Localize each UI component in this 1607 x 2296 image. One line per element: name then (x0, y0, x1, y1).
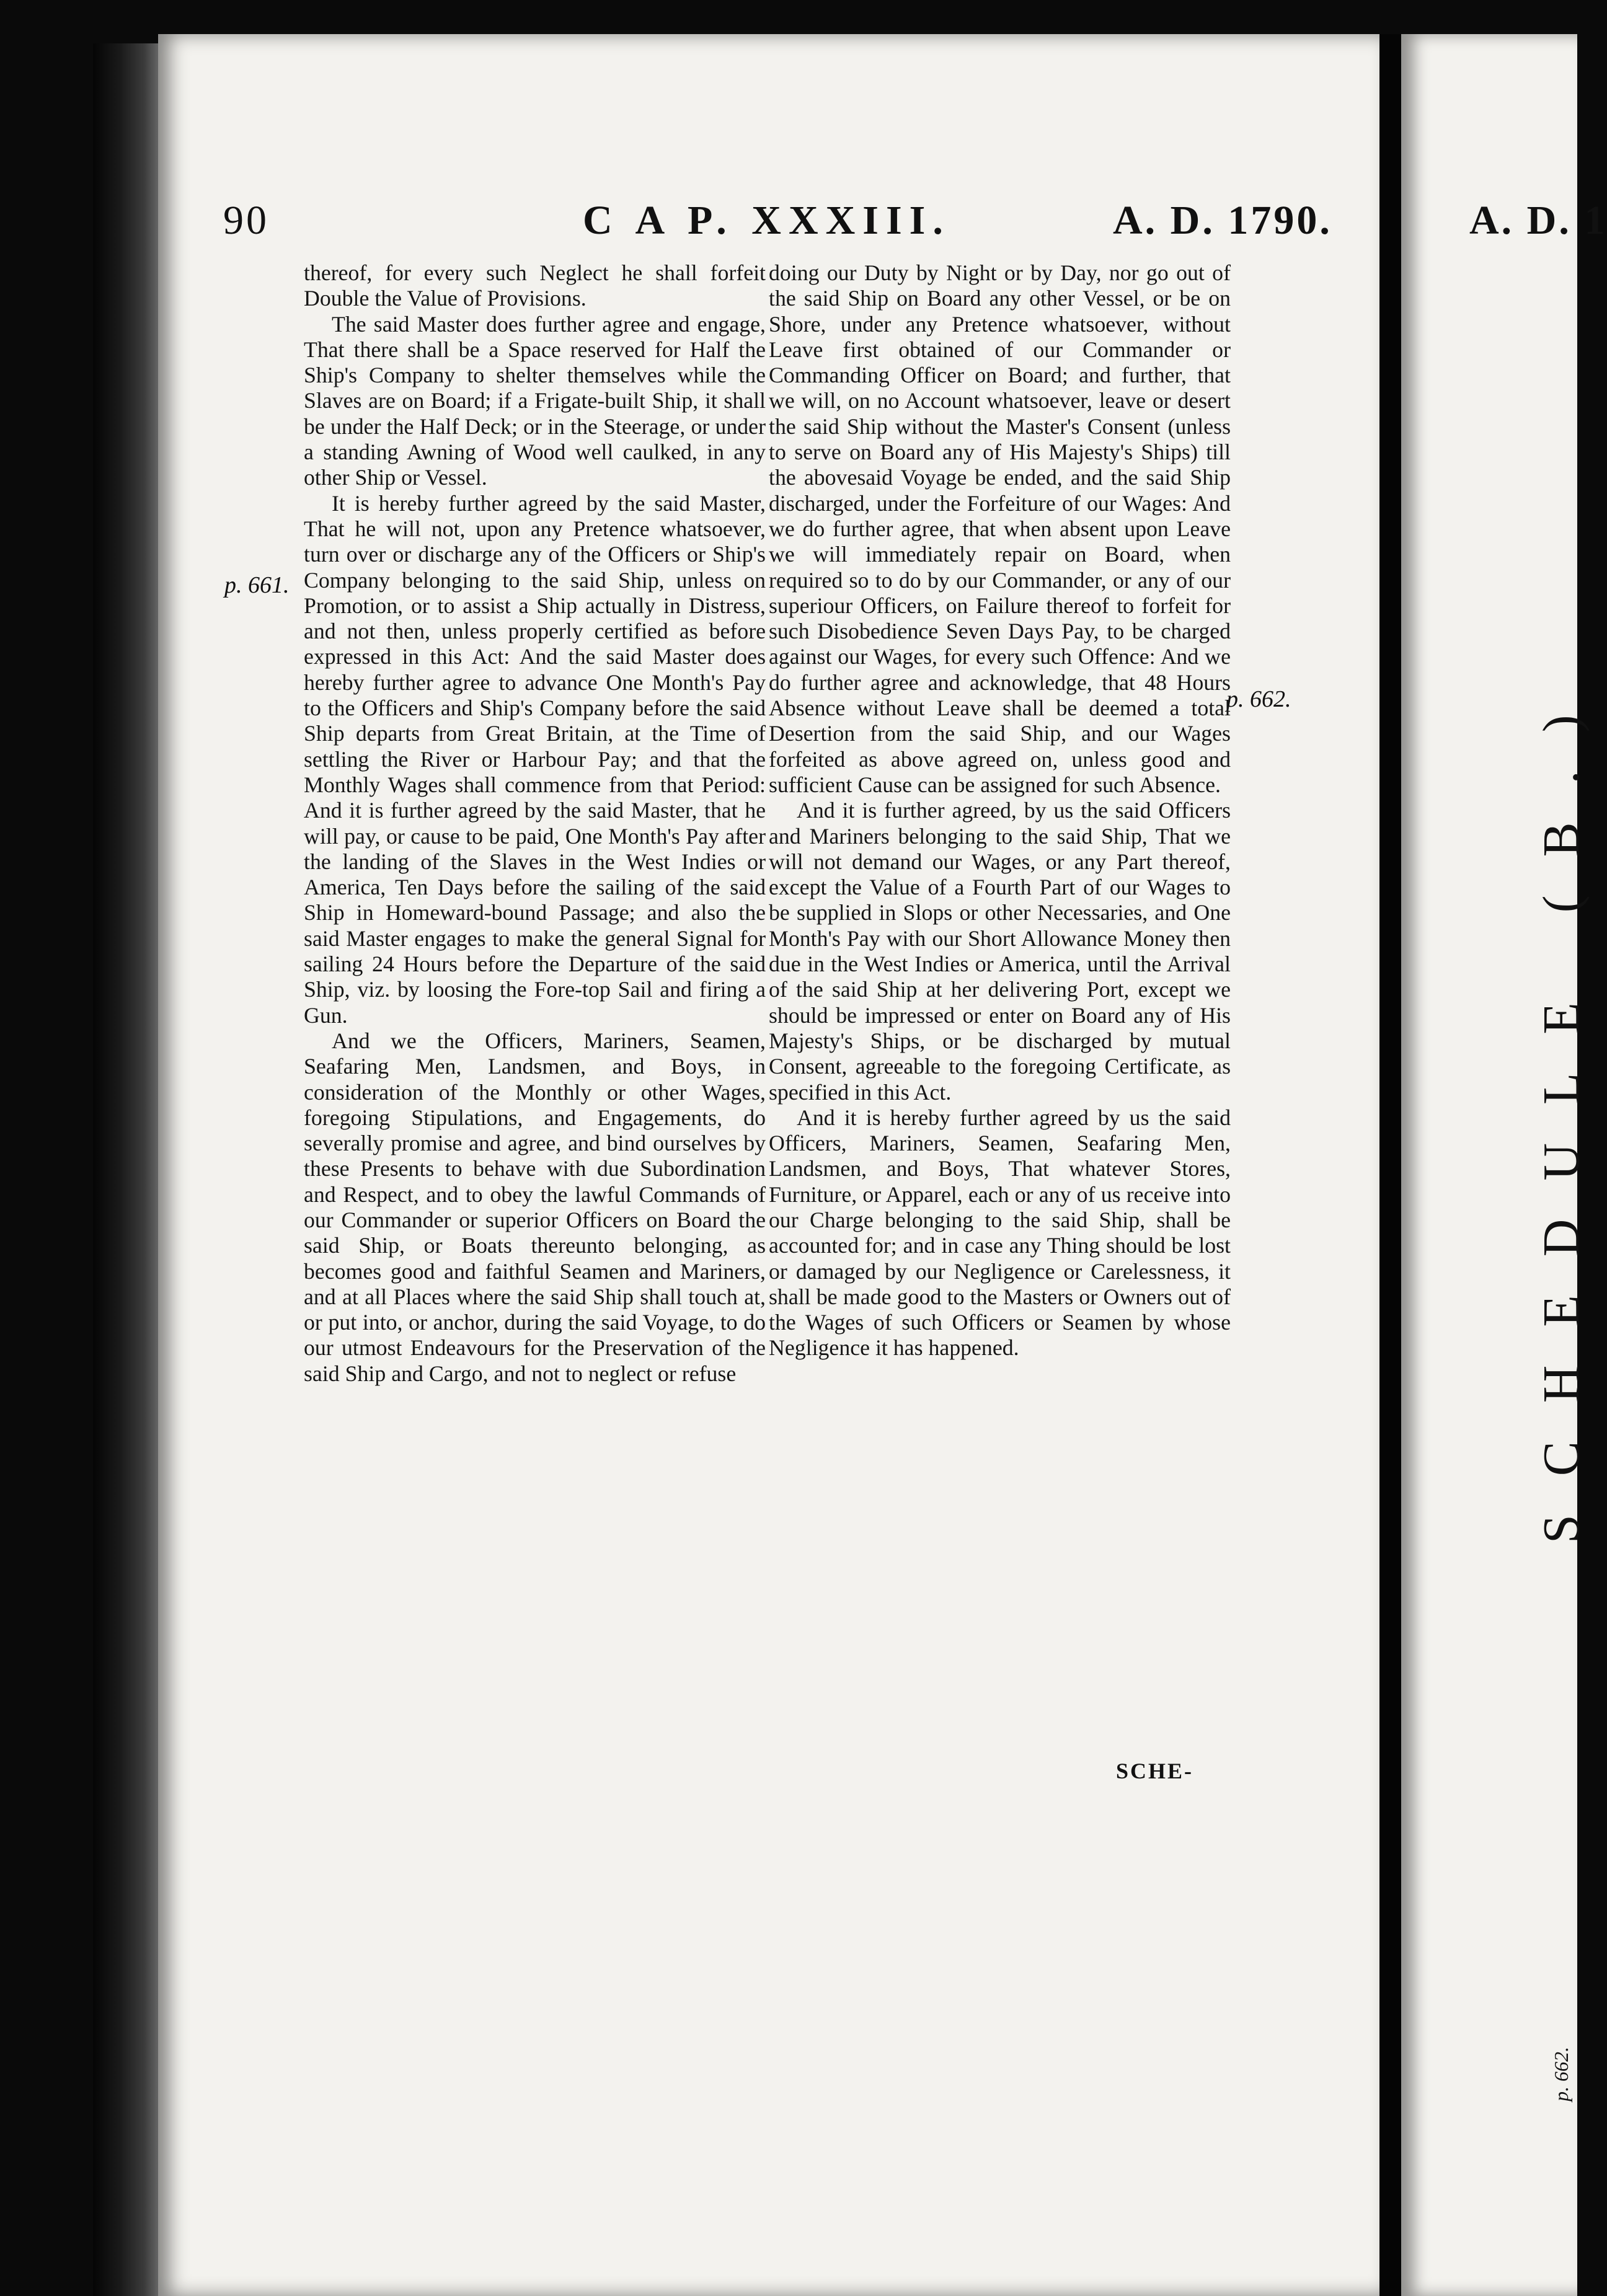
paragraph: And we the Officers, Mariners, Seamen, Seafaring Men, Landsmen, and Boys, in consideration of the Monthly or other Wages, foregoing Stipulations, and Engagements, do severally promise and agree, and bind ourselves by these Presents to behave with due Subordination and Respect, and to obey the lawful Commands of our Commander or superior Officers on Board the said Ship, or Boats thereunto belonging, as becomes good and faithful Seamen and Mariners, and at all Places where the said Ship shall touch at, or put into, or anchor, during the said Voyage, to do our utmost Endeavours for the Preservation of the said Ship and Cargo, and not to neglect or refuse (304, 1028, 766, 1386)
catchword: SCHE- (1116, 1759, 1194, 1783)
right-text-column (769, 260, 1231, 1361)
year-heading: A. D. 1790. (1113, 198, 1332, 243)
margin-note-right: p. 662. (1226, 686, 1291, 712)
paragraph: And it is further agreed, by us the said Officers and Mariners belonging to the said Ship, That we will not demand our Wages, or any Part thereof, except the Value of a Fourth Part of our Wages to be supplied in Slops or other Necessaries, and One Month's Pay with our Short Allowance Money then due in the West Indies or America, until the Arrival of the said Ship at her delivering Port, except we should be impressed or enter on Board any of His Majesty's Ships, or be discharged by mutual Consent, agreeable to the foregoing Certificate, as specified in this Act. (769, 798, 1231, 1105)
left-text-column (304, 260, 766, 1387)
page-gutter (1379, 34, 1401, 2296)
margin-note-left: p. 661. (224, 572, 290, 598)
paragraph: thereof, for every such Neglect he shall forfeit Double the Value of Provisions. (304, 260, 766, 311)
schedule-heading-vertical: SCHEDULE (B.) (1533, 676, 1590, 1543)
page-number: 90 (223, 198, 269, 243)
book-spine-shadow (93, 43, 161, 2296)
year-heading-right-page: A. D. 1 (1469, 198, 1607, 243)
paragraph: And it is hereby further agreed by us the said Officers, Mariners, Seamen, Seafaring Men, Landsmen, and Boys, That whatever Stores, Furniture, or Apparel, each or any of us receive into our Charge belonging to the said Ship, shall be accounted for; and in case any Thing should be lost or damaged by our Negligence or Carelessness, it shall be made good to the Masters or Owners out of the Wages of such Officers or Seamen by whose Negligence it has happened. (769, 1105, 1231, 1361)
margin-note-right-page: p. 662. (1550, 2047, 1572, 2101)
chapter-title: C A P. XXXIII. (583, 198, 950, 243)
paragraph: The said Master does further agree and engage, That there shall be a Space reserved for Half the Ship's Company to shelter themselves while the Slaves are on Board; if a Frigate-built Ship, it shall be under the Half Deck; or in the Steerage, or under a standing Awning of Wood well caulked, in any other Ship or Vessel. (304, 311, 766, 490)
paragraph: It is hereby further agreed by the said Master, That he will not, upon any Pretence whatsoever, turn over or discharge any of the Officers or Ship's Company belonging to the said Ship, unless on Promotion, or to assist a Ship actually in Distress, and not then, unless properly certified as before expressed in this Act: And the said Master does hereby further agree to advance One Month's Pay to the Officers and Ship's Company before the said Ship departs from Great Britain, at the Time of settling the River or Harbour Pay; and that the Monthly Wages shall commence from that Period: And it is further agreed by the said Master, that he will pay, or cause to be paid, One Month's Pay after the landing of the Slaves in the West Indies or America, Ten Days before the sailing of the said Ship in Homeward-bound Passage; and also the said Master engages to make the general Signal for sailing 24 Hours before the Departure of the said Ship, viz. by loosing the Fore-top Sail and firing a Gun. (304, 490, 766, 1028)
paragraph: doing our Duty by Night or by Day, nor go out of the said Ship on Board any other Vessel, or be on Shore, under any Pretence whatsoever, without Leave first obtained of our Commander or Commanding Officer on Board; and further, that we will, on no Account whatsoever, leave or desert the said Ship without the Master's Consent (unless to serve on Board any of His Majesty's Ships) till the abovesaid Voyage be ended, and the said Ship discharged, under the Forfeiture of our Wages: And we do further agree, that when absent upon Leave we will immediately repair on Board, when required so to do by our Commander, or any of our superiour Officers, on Failure thereof to forfeit for such Disobedience Seven Days Pay, to be charged against our Wages, for every such Offence: And we do further agree and acknowledge, that 48 Hours Absence without Leave shall be deemed a total Desertion from the said Ship, and our Wages forfeited as above agreed on, unless good and sufficient Cause can be assigned for such Absence. (769, 260, 1231, 797)
